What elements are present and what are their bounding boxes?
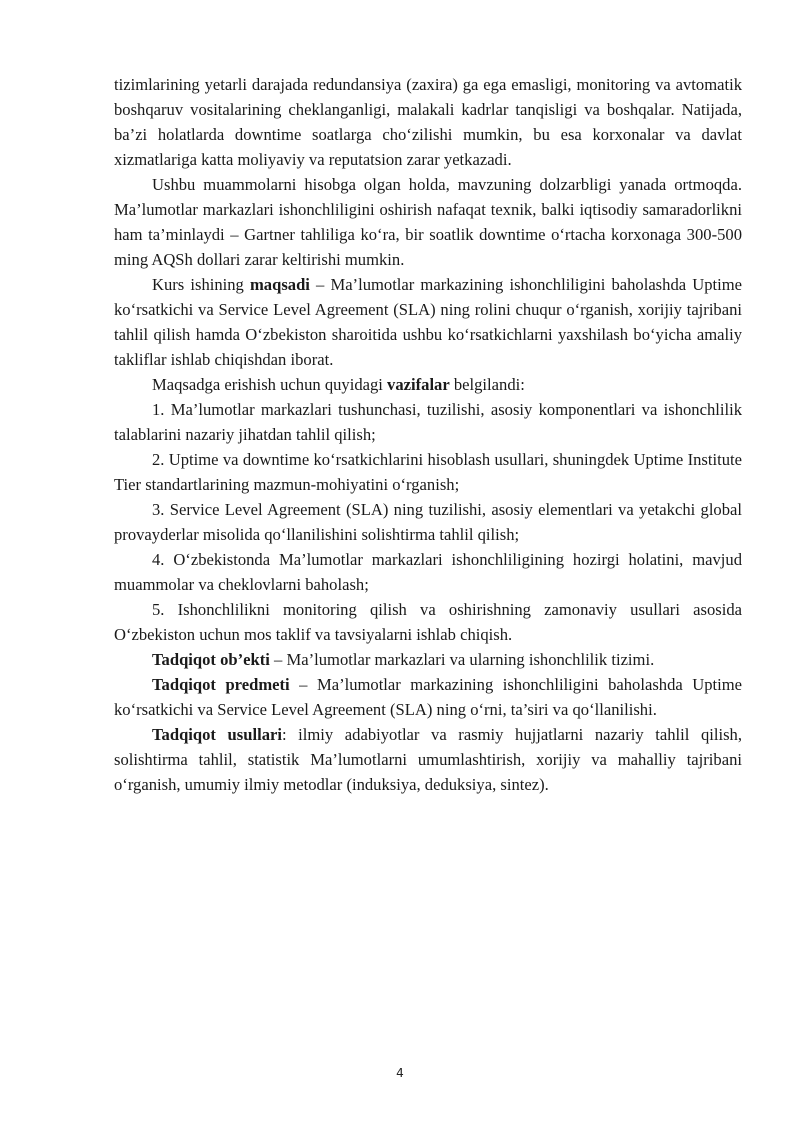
paragraph-text: 5. Ishonchlilikni monitoring qilish va oshirishning zamonaviy usullari asosida O‘zbekiston uchun mos taklif va tavsiyalarni ishlab chiqish. bbox=[114, 600, 742, 644]
paragraph-text: Kurs ishining bbox=[152, 275, 250, 294]
paragraph-research-methods bbox=[114, 722, 742, 797]
task-item-1 bbox=[114, 397, 742, 447]
task-item-2 bbox=[114, 447, 742, 497]
paragraph-research-object bbox=[114, 647, 742, 672]
bold-term-research-methods: Tadqiqot usullari bbox=[152, 725, 282, 744]
paragraph-text: belgilandi: bbox=[449, 375, 525, 394]
bold-term-tasks: vazifalar bbox=[387, 375, 450, 394]
paragraph-text: 1. Ma’lumotlar markazlari tushunchasi, tuzilishi, asosiy komponentlari va ishonchlilik talablarini nazariy jihatdan tahlil qilish; bbox=[114, 400, 742, 444]
paragraph-relevance bbox=[114, 172, 742, 272]
paragraph-text: : ilmiy adabiyotlar va rasmiy hujjatlarni nazariy tahlil qilish, solishtirma tahlil, statistik Ma’lumotlarni umumlashtirish, xorijiy va mahalliy tajribani o‘rganish, umumiy ilmiy metodlar (induksiya, deduksiya, sintez). bbox=[114, 725, 742, 794]
paragraph-text: Maqsadga erishish uchun quyidagi bbox=[152, 375, 388, 394]
task-item-4 bbox=[114, 547, 742, 597]
task-item-5 bbox=[114, 597, 742, 647]
paragraph-text: – Ma’lumotlar markazining ishonchliligini baholashda Uptime ko‘rsatkichi va Service Level Agreement (SLA) ning o‘rni, ta’siri va qo‘llanilishi. bbox=[114, 675, 742, 719]
paragraph-goal bbox=[114, 272, 742, 372]
bold-term-goal: maqsadi bbox=[249, 275, 310, 294]
document-body bbox=[114, 72, 742, 797]
paragraph-text: 2. Uptime va downtime ko‘rsatkichlarini hisoblash usullari, shuningdek Uptime Institute Tier standartlarining mazmun-mohiyatini o‘rganish; bbox=[114, 450, 742, 494]
paragraph-text: Ushbu muammolarni hisobga olgan holda, mavzuning dolzarbligi yanada ortmoqda. Ma’lumotlar markazlari ishonchliligini oshirish nafaqat texnik, balki iqtisodiy samaradorlikni ham ta’minlaydi – Gartner tahliliga ko‘ra, bir soatlik downtime o‘rtacha korxonaga 300-500 ming AQSh dollari zarar keltirishi mumkin. bbox=[114, 175, 742, 269]
paragraph-text: 3. Service Level Agreement (SLA) ning tuzilishi, asosiy elementlari va yetakchi global provayderlar misolida qo‘llanilishini solishtirma tahlil qilish; bbox=[114, 500, 742, 544]
paragraph-research-subject bbox=[114, 672, 742, 722]
bold-term-research-subject: Tadqiqot predmeti bbox=[152, 675, 290, 694]
paragraph-tasks-intro bbox=[114, 372, 742, 397]
page-number: 4 bbox=[396, 1066, 404, 1080]
task-item-3 bbox=[114, 497, 742, 547]
bold-term-research-object: Tadqiqot ob’ekti bbox=[152, 650, 270, 669]
paragraph-text: 4. O‘zbekistonda Ma’lumotlar markazlari ishonchliligining hozirgi holatini, mavjud muammolar va cheklovlarni baholash; bbox=[114, 550, 742, 594]
paragraph-text: tizimlarining yetarli darajada redundansiya (zaxira) ga ega emasligi, monitoring va avtomatik boshqaruv vositalarining cheklanganligi, malakali kadrlar tanqisligi va boshqalar. Natijada, ba’zi holatlarda downtime soatlarga cho‘zilishi mumkin, bu esa korxonalar va davlat xizmatlariga katta moliyaviy va reputatsion zarar yetkazadi. bbox=[114, 75, 742, 169]
paragraph-intro-continuation bbox=[114, 72, 742, 172]
paragraph-text: – Ma’lumotlar markazining ishonchliligini baholashda Uptime ko‘rsatkichi va Service Level Agreement (SLA) ning rolini chuqur o‘rganish, xorijiy tajribani tahlil qilish hamda O‘zbekiston sharoitida ushbu ko‘rsatkichlarni yaxshilash bo‘yicha amaliy takliflar ishlab chiqishdan iborat. bbox=[114, 275, 742, 369]
paragraph-text: – Ma’lumotlar markazlari va ularning ishonchlilik tizimi. bbox=[269, 650, 655, 669]
